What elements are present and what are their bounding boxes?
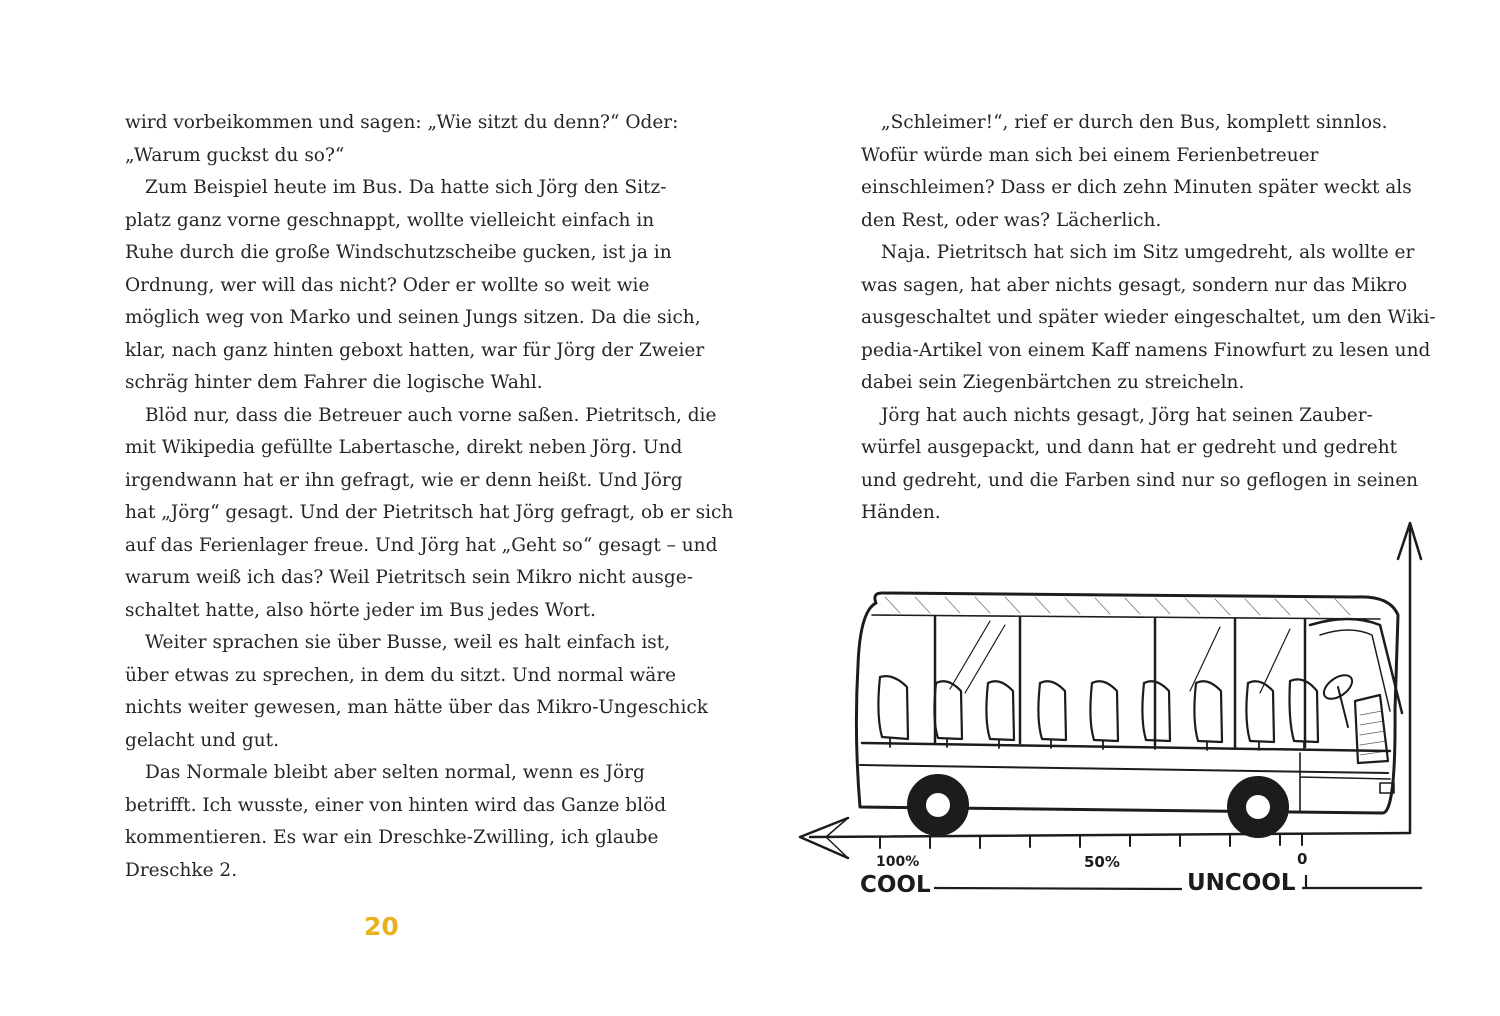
right-page-text-line: was sagen, hat aber nichts gesagt, sondern nur das Mikro xyxy=(861,274,1408,296)
bus-coolness-scale-illustration xyxy=(790,515,1440,905)
left-page-text-line: „Warum guckst du so?“ xyxy=(125,144,345,166)
right-page-text-line: und gedreht, und die Farben sind nur so geflogen in seinen xyxy=(861,469,1419,491)
left-page-text-line: warum weiß ich das? Weil Pietritsch sein Mikro nicht ausge- xyxy=(125,567,693,588)
scale-label-100: 100% xyxy=(876,854,920,870)
scale-label-uncool: UNCOOL xyxy=(1187,870,1296,896)
left-page-text-line: hat „Jörg“ gesagt. Und der Pietritsch hat Jörg gefragt, ob er sich xyxy=(125,502,734,523)
scale-label-50: 50% xyxy=(1084,853,1120,871)
left-page-text-line: Ruhe durch die große Windschutzscheibe gucken, ist ja in xyxy=(125,242,672,263)
left-page-text-line: über etwas zu sprechen, in dem du sitzt. Und normal wäre xyxy=(125,664,677,686)
scale-label-cool: COOL xyxy=(860,872,931,898)
left-page-text-line: platz ganz vorne geschnappt, wollte vielleicht einfach in xyxy=(125,209,655,231)
page-number: 20 xyxy=(364,912,399,941)
left-page-text-line: klar, nach ganz hinten geboxt hatten, war für Jörg der Zweier xyxy=(125,339,705,361)
left-page-text-line: Dreschke 2. xyxy=(125,859,238,881)
right-page-text-line: pedia-Artikel von einem Kaff namens Finowfurt zu lesen und xyxy=(861,339,1431,361)
left-page-text xyxy=(125,107,734,887)
left-page-text-line: mit Wikipedia gefüllte Labertasche, direkt neben Jörg. Und xyxy=(125,437,683,458)
right-page-text-line: dabei sein Ziegenbärtchen zu streicheln. xyxy=(861,372,1245,393)
left-page-text-line: gelacht und gut. xyxy=(125,729,279,751)
left-page-text-line: schaltet hatte, also hörte jeder im Bus jedes Wort. xyxy=(125,599,596,621)
right-page-text-line: „Schleimer!“, rief er durch den Bus, komplett sinnlos. xyxy=(881,112,1388,133)
right-page-text-line: den Rest, oder was? Lächerlich. xyxy=(861,209,1162,231)
left-page-text-line: auf das Ferienlager freue. Und Jörg hat „Geht so“ gesagt – und xyxy=(125,534,718,556)
right-page-text-line: Wofür würde man sich bei einem Ferienbetreuer xyxy=(861,144,1319,166)
left-page-text-line: nichts weiter gewesen, man hätte über das Mikro-Ungeschick xyxy=(125,697,708,718)
right-page-text-line: Händen. xyxy=(861,502,941,523)
left-page-text-line: Das Normale bleibt aber selten normal, wenn es Jörg xyxy=(145,762,645,783)
right-page-text-line: würfel ausgepackt, und dann hat er gedreht und gedreht xyxy=(861,437,1398,458)
left-page-text-line: Zum Beispiel heute im Bus. Da hatte sich Jörg den Sitz- xyxy=(145,177,667,198)
left-page-text-line: irgendwann hat er ihn gefragt, wie er denn heißt. Und Jörg xyxy=(125,469,683,491)
left-page-text-line: Weiter sprachen sie über Busse, weil es halt einfach ist, xyxy=(145,632,671,653)
right-page-text xyxy=(861,107,1436,530)
left-page-text-line: schräg hinter dem Fahrer die logische Wahl. xyxy=(125,372,543,393)
right-page-text-line: einschleimen? Dass er dich zehn Minuten später weckt als xyxy=(861,177,1412,198)
right-page-text-line: Jörg hat auch nichts gesagt, Jörg hat seinen Zauber- xyxy=(881,404,1373,426)
left-page-text-line: möglich weg von Marko und seinen Jungs sitzen. Da die sich, xyxy=(125,307,701,328)
left-page-text-line: kommentieren. Es war ein Dreschke-Zwilling, ich glaube xyxy=(125,827,659,848)
left-page-text-line: betrifft. Ich wusste, einer von hinten wird das Ganze blöd xyxy=(125,794,667,816)
left-page-text-line: Ordnung, wer will das nicht? Oder er wollte so weit wie xyxy=(125,274,650,296)
scale-label-0: 0 xyxy=(1297,850,1308,868)
left-page-text-line: wird vorbeikommen und sagen: „Wie sitzt du denn?“ Oder: xyxy=(125,112,679,133)
right-page-text-line: ausgeschaltet und später wieder eingeschaltet, um den Wiki- xyxy=(861,307,1436,328)
left-page-text-line: Blöd nur, dass die Betreuer auch vorne saßen. Pietritsch, die xyxy=(145,404,717,426)
right-page-text-line: Naja. Pietritsch hat sich im Sitz umgedreht, als wollte er xyxy=(881,242,1415,263)
